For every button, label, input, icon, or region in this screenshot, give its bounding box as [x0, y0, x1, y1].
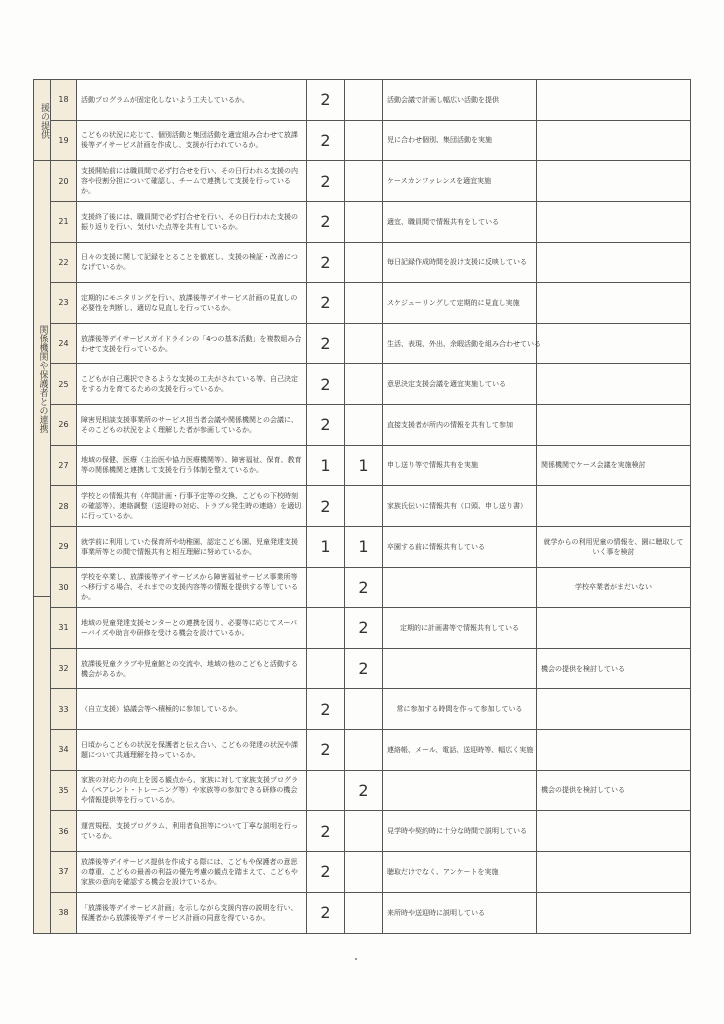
row-number: 20 [51, 161, 77, 201]
improvement-note [537, 811, 690, 851]
status-note [383, 649, 537, 689]
table-row [51, 893, 690, 934]
table-row [51, 364, 690, 405]
question-text: （自立支援）協議会等へ積極的に参加しているか。 [77, 689, 307, 729]
table-row [51, 527, 690, 568]
section-label-cooperation: 関係機関や保護者との連携 [34, 161, 50, 597]
status-note: 児に合わせ個別、集団活動を実施 [383, 121, 537, 161]
table-row [51, 568, 690, 609]
yes-count [307, 608, 345, 648]
section-label-explanation [34, 597, 50, 933]
table-row [51, 202, 690, 243]
table-row [51, 771, 690, 812]
question-text: 就学前に利用していた保育所や幼稚園、認定こども園、児童発達支援事業所等との間で情報共有と相互理解に努めているか。 [77, 527, 307, 567]
no-count: 2 [345, 771, 383, 811]
no-count [345, 202, 383, 242]
yes-count: 2 [307, 811, 345, 851]
no-count [345, 80, 383, 120]
yes-count: 2 [307, 80, 345, 120]
yes-count: 2 [307, 364, 345, 404]
table-row [51, 649, 690, 690]
question-text: 地域の保健、医療（主治医や協力医療機関等）、障害福祉、保育、教育等の関係機関と連携して支援を行う体制を整えているか。 [77, 446, 307, 486]
section-column [34, 80, 51, 933]
improvement-note [537, 689, 690, 729]
table-row [51, 283, 690, 324]
improvement-note [537, 324, 690, 364]
no-count [345, 243, 383, 283]
question-text: 放課後等デイサービス提供を作成する際には、こどもや保護者の意思の尊重、こどもの最善の利益の優先考慮の観点を踏まえて、こどもや家族の意向を確認する機会を設けているか。 [77, 852, 307, 892]
status-note [383, 568, 537, 608]
row-number: 35 [51, 771, 77, 811]
no-count: 1 [345, 446, 383, 486]
status-note: 意思決定支援会議を適宜実施している [383, 364, 537, 404]
table-row [51, 243, 690, 284]
no-count [345, 405, 383, 445]
status-note: 毎日記録作成時間を設け支援に反映している [383, 243, 537, 283]
no-count: 2 [345, 649, 383, 689]
yes-count: 2 [307, 689, 345, 729]
row-number: 26 [51, 405, 77, 445]
yes-count: 2 [307, 283, 345, 323]
status-note: スケジューリングして定期的に見直し実施 [383, 283, 537, 323]
no-count [345, 486, 383, 526]
no-count [345, 689, 383, 729]
table-row [51, 608, 690, 649]
yes-count: 1 [307, 527, 345, 567]
section-label-support: 援の提供 [34, 80, 50, 161]
no-count [345, 283, 383, 323]
improvement-note [537, 121, 690, 161]
status-note: 申し送り等で情報共有を実施 [383, 446, 537, 486]
row-number: 23 [51, 283, 77, 323]
question-text: 地域の児童発達支援センターとの連携を図り、必要等に応じてスーパーバイズや助言や研修を受ける機会を設けているか。 [77, 608, 307, 648]
improvement-note [537, 608, 690, 648]
improvement-note [537, 80, 690, 120]
table-row [51, 486, 690, 527]
status-note: 来所時や送迎時に説明している [383, 893, 537, 934]
no-count [345, 121, 383, 161]
improvement-note [537, 161, 690, 201]
row-number: 18 [51, 80, 77, 120]
no-count [345, 161, 383, 201]
status-note: 連絡帳、メール、電話、送迎時等、幅広く実施 [383, 730, 537, 770]
yes-count: 2 [307, 893, 345, 934]
yes-count [307, 649, 345, 689]
status-note: 定期的に計画書等で情報共有している [383, 608, 537, 648]
status-note: 聴取だけでなく、アンケートを実施 [383, 852, 537, 892]
improvement-note [537, 405, 690, 445]
row-number: 19 [51, 121, 77, 161]
row-number: 28 [51, 486, 77, 526]
question-text: 障害児相談支援事業所のサービス担当者会議や関係機関との会議に、そのこどもの状況をよく理解した者が参画しているか。 [77, 405, 307, 445]
yes-count: 2 [307, 202, 345, 242]
improvement-note [537, 852, 690, 892]
row-number: 38 [51, 893, 77, 934]
status-note: 見学時や契約時に十分な時間で説明している [383, 811, 537, 851]
improvement-note: 学校卒業者がまだいない [575, 583, 652, 592]
yes-count: 2 [307, 486, 345, 526]
yes-count: 1 [307, 446, 345, 486]
status-note: 家族氏伝いに情報共有（口頭、申し送り書） [383, 486, 537, 526]
row-number: 29 [51, 527, 77, 567]
yes-count [307, 568, 345, 608]
table-row [51, 446, 690, 487]
row-number: 33 [51, 689, 77, 729]
improvement-note: 就学からの利用児童の情報を、園に聴取していく事を検討 [543, 537, 684, 556]
no-count [345, 364, 383, 404]
improvement-note: 機会の提供を検討している [541, 786, 625, 795]
table-row [51, 80, 690, 121]
improvement-note [537, 893, 690, 934]
question-text: こどもの状況に応じて、個別活動と集団活動を適宜組み合わせて放課後等デイサービス計画を作成し、支援が行われているか。 [77, 121, 307, 161]
improvement-note: 機会の提供を検討している [541, 664, 625, 673]
row-number: 21 [51, 202, 77, 242]
yes-count: 2 [307, 324, 345, 364]
improvement-note [537, 243, 690, 283]
yes-count: 2 [307, 121, 345, 161]
improvement-note: 関係機関でケース会議を実施検討 [541, 461, 646, 470]
question-text: 放課後等デイサービスガイドラインの「4つの基本活動」を複数組み合わせて支援を行っているか。 [77, 324, 307, 364]
no-count: 1 [345, 527, 383, 567]
table-row [51, 689, 690, 730]
yes-count: 2 [307, 161, 345, 201]
row-number: 32 [51, 649, 77, 689]
row-number: 30 [51, 568, 77, 608]
table-row [51, 730, 690, 771]
no-count [345, 893, 383, 934]
no-count [345, 324, 383, 364]
yes-count: 2 [307, 852, 345, 892]
status-note: ケースカンファレンスを適宜実施 [383, 161, 537, 201]
no-count [345, 811, 383, 851]
status-note [383, 771, 537, 811]
table-rows [51, 80, 690, 933]
improvement-note [537, 202, 690, 242]
question-text: 支援終了後には、職員間で必ず打合せを行い、その日行われた支援の振り返りを行い、気付いた点等を共有しているか。 [77, 202, 307, 242]
status-note: 適宜、職員間で情報共有をしている [383, 202, 537, 242]
table-row [51, 121, 690, 162]
status-note: 生活、表現、外出、余暇活動を組み合わせている [383, 324, 537, 364]
question-text: 日頃からこどもの状況を保護者と伝え合い、こどもの発達の状況や課題について共通理解を持っているか。 [77, 730, 307, 770]
no-count [345, 730, 383, 770]
scan-speck [355, 958, 357, 960]
no-count: 2 [345, 568, 383, 608]
row-number: 24 [51, 324, 77, 364]
table-row [51, 811, 690, 852]
question-text: 学校との情報共有（年間計画・行事予定等の交換、こどもの下校時刻の確認等）、連絡調整（送迎時の対応、トラブル発生時の連絡）を適切に行っているか。 [77, 486, 307, 526]
table-row [51, 324, 690, 365]
status-note: 活動会議で計画し幅広い活動を提供 [383, 80, 537, 120]
question-text: 定期的にモニタリングを行い、放課後等デイサービス計画の見直しの必要性を判断し、適切な見直しを行っているか。 [77, 283, 307, 323]
status-note: 直接支援者が所内の情報を共有して参加 [383, 405, 537, 445]
row-number: 22 [51, 243, 77, 283]
question-text: 日々の支援に関して記録をとることを徹底し、支援の検証・改善につなげているか。 [77, 243, 307, 283]
status-note: 常に参加する時間を作って参加している [383, 689, 537, 729]
table-row [51, 852, 690, 893]
question-text: こどもが自己選択できるような支援の工夫がされている等、自己決定をする力を育てるための支援を行っているか。 [77, 364, 307, 404]
yes-count: 2 [307, 243, 345, 283]
no-count [345, 852, 383, 892]
question-text: 「放課後等デイサービス計画」を示しながら支援内容の説明を行い、保護者から放課後等デイサービス計画の同意を得ているか。 [77, 893, 307, 934]
question-text: 支援開始前には職員間で必ず打合せを行い、その日行われる支援の内容や役割分担について確認し、チームで連携して支援を行っているか。 [77, 161, 307, 201]
row-number: 34 [51, 730, 77, 770]
improvement-note [537, 730, 690, 770]
no-count: 2 [345, 608, 383, 648]
question-text: 学校を卒業し、放課後等デイサービスから障害福祉サービス事業所等へ移行する場合、それまでの支援内容等の情報を提供する等しているか。 [77, 568, 307, 608]
improvement-note [537, 283, 690, 323]
yes-count [307, 771, 345, 811]
improvement-note [537, 486, 690, 526]
table-row [51, 405, 690, 446]
yes-count: 2 [307, 730, 345, 770]
row-number: 37 [51, 852, 77, 892]
question-text: 放課後児童クラブや児童館との交流や、地域の他のこどもと活動する機会があるか。 [77, 649, 307, 689]
row-number: 36 [51, 811, 77, 851]
table-row [51, 161, 690, 202]
question-text: 活動プログラムが固定化しないよう工夫しているか。 [77, 80, 307, 120]
evaluation-table [33, 79, 691, 934]
status-note: 卒園する前に情報共有している [383, 527, 537, 567]
question-text: 運営規程、支援プログラム、利用者負担等について丁寧な説明を行っているか。 [77, 811, 307, 851]
yes-count: 2 [307, 405, 345, 445]
question-text: 家族の対応力の向上を図る観点から、家族に対して家族支援プログラム（ペアレント・トレーニング等）や家族等の参加できる研修の機会や情報提供等を行っているか。 [77, 771, 307, 811]
row-number: 27 [51, 446, 77, 486]
row-number: 25 [51, 364, 77, 404]
improvement-note [537, 364, 690, 404]
row-number: 31 [51, 608, 77, 648]
